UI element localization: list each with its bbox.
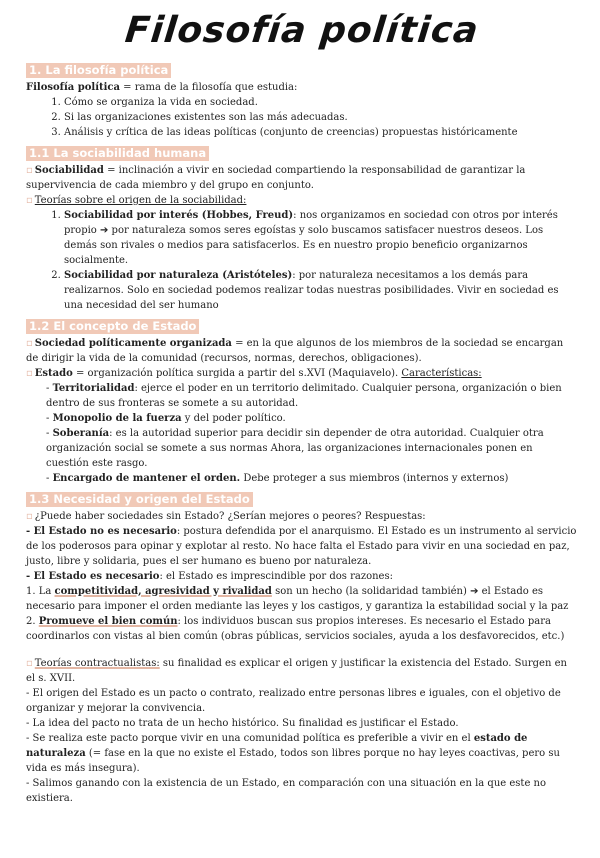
reason-2: 2. Promueve el bien común: los individuos buscan sus propios intereses. Es necesario el Estado para coordinarlos con vistas al bien común (obras públicas, servicios sociales, ayuda a los desfavorecidos, etc.) [26,616,565,642]
section-heading-1-3: 1.3 Necesidad y origen del Estado [26,492,253,507]
list-filosofia [26,95,578,140]
definition-estado: ▫ Estado = organización política surgida a partir del s.XVI (Maquiavelo). Características: [26,368,482,379]
caract-item: - Territorialidad: ejerce el poder en un territorio delimitado. Cualquier persona, organización o bien dentro de sus fronteras se somete a su autoridad. [46,383,562,409]
list-item: 1. Sociabilidad por interés (Hobbes, Freud): nos organizamos en sociedad con otros por interés propio ➔ por naturaleza somos seres egoístas y solo buscamos satisfacer nuestros deseos. Los demás son rivales o medios para satisfacerlos. Es en nuestro propio beneficio organizarnos socialmente. [64,208,578,268]
definition-sociabilidad: ▫ Sociabilidad = inclinación a vivir en sociedad compartiendo la responsabilidad de garantizar la supervivencia de cada miembro y del grupo en conjunto. [26,165,526,191]
section-heading-1-2: 1.2 El concepto de Estado [26,319,199,334]
bullet-icon: ▫ [26,338,33,349]
list-item: 1. Cómo se organiza la vida en sociedad. [64,95,578,110]
question: ▫ ¿Puede haber sociedades sin Estado? ¿Serían mejores o peores? Respuestas: [26,511,426,522]
bullet-icon: ▫ [26,368,33,379]
answer-2: - El Estado es necesario: el Estado es imprescindible por dos razones: [26,571,393,582]
page-title: Filosofía política [123,10,481,51]
contractualist-line: - El origen del Estado es un pacto o contrato, realizado entre personas libres e iguales, con el objetivo de organizar y mejorar la convivencia. [26,688,561,714]
bullet-icon: ▫ [26,165,33,176]
contractualist-line: - Se realiza este pacto porque vivir en una comunidad política es preferible a vivir en el estado de naturaleza (= fase en la que no existe el Estado, todos son libres porque no hay leyes coactivas, pero su vida es más insegura). [26,733,560,774]
definition-spo: ▫ Sociedad políticamente organizada = en la que algunos de los miembros de la sociedad se encargan de dirigir la vida de la comunidad (recursos, normas, derechos, obligaciones). [26,338,564,364]
contractualist-intro: ▫ Teorías contractualistas: su finalidad es explicar el origen y justificar la existencia del Estado. Surgen en el s. XVII. [26,658,567,684]
document-page [0,10,600,858]
caract-item: - Encargado de mantener el orden. Debe proteger a sus miembros (internos y externos) [46,473,509,484]
answer-1: - El Estado no es necesario: postura defendida por el anarquismo. El Estado es un instrumento al servicio de los poderosos para opinar y explotar al resto. No hace falta el Estado para vivir en una sociedad en paz, justo, libre y solidaria, pues el ser humano es bueno por naturaleza. [26,526,577,567]
contractualist-line: - Salimos ganando con la existencia de un Estado, en comparación con una situación en la que este no existiera. [26,778,546,804]
bullet-icon: ▫ [26,195,33,206]
list-item: 2. Si las organizaciones existentes son las más adecuadas. [64,110,578,125]
contractualist-line: - La idea del pacto no trata de un hecho histórico. Su finalidad es justificar el Estado. [26,718,459,729]
caract-item: - Monopolio de la fuerza y del poder político. [46,413,286,424]
list-item: 3. Análisis y crítica de las ideas políticas (conjunto de creencias) propuestas históricamente [64,125,578,140]
caract-item: - Soberanía: es la autoridad superior para decidir sin depender de otra autoridad. Cualquier otra organización social se somete a sus normas Ahora, las organizaciones internacionales ponen en cuestión este rasgo. [46,428,544,469]
spacer [26,644,578,656]
definition-filosofia: Filosofía política = rama de la filosofía que estudia: [26,82,298,93]
section-heading-1-1: 1.1 La sociabilidad humana [26,146,209,161]
list-item: 2. Sociabilidad por naturaleza (Aristóteles): por naturaleza necesitamos a los demás para realizarnos. Solo en sociedad podemos realizar todas nuestras posibilidades. Vivir en sociedad es una necesidad del ser humano [64,268,578,313]
reason-1: 1. La competitividad, agresividad y rivalidad son un hecho (la solidaridad también) ➔ el Estado es necesario para imponer el orden mediante las leyes y los castigos, y garantiza la estabilidad social y la paz [26,586,569,612]
section-heading-1: 1. La filosofía política [26,63,171,78]
bullet-icon: ▫ [26,658,33,669]
term: Filosofía política [26,82,120,93]
list-theories [26,208,578,313]
bullet-icon: ▫ [26,511,33,522]
theories-label: ▫ Teorías sobre el origen de la sociabilidad: [26,195,247,206]
